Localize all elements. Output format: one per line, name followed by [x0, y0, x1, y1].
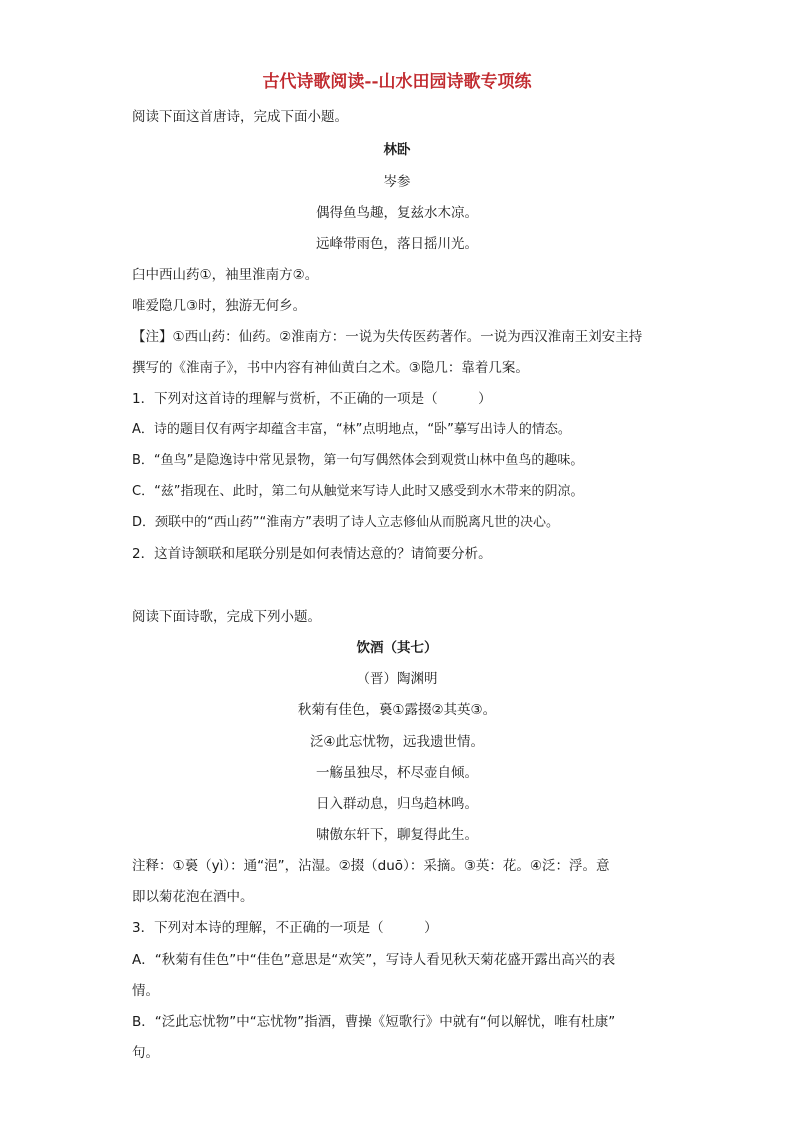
- poem2-note: 注释：①裛（yì）：通“浥”，沾湿。②掇（duō）：采摘。③英：花。④泛：浮。意: [132, 858, 610, 874]
- question-3: 3．下列对本诗的理解，不正确的一项是（ ）: [132, 920, 438, 936]
- poem1-note: 【注】①西山药：仙药。②淮南方：一说为失传医药著作。一说为西汉淮南王刘安主持: [132, 329, 643, 345]
- document-title: 古代诗歌阅读--山水田园诗歌专项练: [262, 72, 532, 92]
- poem1-author: 岑参: [383, 174, 411, 190]
- poem1-line: 臼中西山药①，袖里淮南方②。: [132, 267, 319, 283]
- question-1-option-a: A．诗的题目仅有两字却蕴含丰富，“林”点明地点，“卧”摹写出诗人的情态。: [132, 422, 571, 437]
- poem2-line: 日入群动息，归鸟趋林鸣。: [316, 796, 478, 812]
- poem2-line: 啸傲东轩下，聊复得此生。: [316, 827, 478, 843]
- question-1-option-b: B．“鱼鸟”是隐逸诗中常见景物，第一句写偶然体会到观赏山林中鱼鸟的趣味。: [132, 453, 584, 468]
- question-2: 2．这首诗颔联和尾联分别是如何表情达意的？请简要分析。: [132, 546, 492, 562]
- poem2-line: 泛④此忘忧物，远我遗世情。: [309, 734, 485, 750]
- poem2-line: 秋菊有佳色，裛①露掇②其英③。: [297, 702, 497, 718]
- poem2-author: （晋）陶渊明: [356, 671, 438, 687]
- section1-intro: 阅读下面这首唐诗，完成下面小题。: [132, 109, 348, 125]
- question-3-option-b: B．“泛此忘忧物”中“忘忧物”指酒，曹操《短歌行》中就有“何以解忧，唯有杜康”: [132, 1014, 616, 1030]
- poem1-line: 唯爱隐几③时，独游无何乡。: [132, 298, 307, 314]
- question-3-option-b-cont: 句。: [132, 1045, 159, 1061]
- poem1-title: 林卧: [383, 142, 411, 158]
- poem2-line: 一觞虽独尽，杯尽壶自倾。: [316, 765, 478, 781]
- question-1-option-d: D．颈联中的“西山药”“淮南方”表明了诗人立志修仙从而脱离凡世的决心。: [132, 515, 559, 530]
- poem2-title: 饮酒（其七）: [356, 640, 438, 656]
- question-3-option-a: A．“秋菊有佳色”中“佳色”意思是“欢笑”，写诗人看见秋天菊花盛开露出高兴的表: [132, 952, 616, 968]
- poem1-line: 远峰带雨色，落日摇川光。: [316, 236, 478, 252]
- question-1: 1．下列对这首诗的理解与赏析，不正确的一项是（ ）: [132, 391, 492, 407]
- section2-intro: 阅读下面诗歌，完成下列小题。: [132, 609, 321, 625]
- question-1-option-c: C．“兹”指现在、此时，第二句从触觉来写诗人此时又感受到水木带来的阴凉。: [132, 484, 584, 499]
- poem1-line: 偶得鱼鸟趣，复兹水木凉。: [316, 205, 478, 221]
- poem2-note-cont: 即以菊花泡在酒中。: [132, 889, 254, 905]
- poem1-note-cont: 撰写的《淮南子》，书中内容有神仙黄白之术。③隐几：靠着几案。: [132, 360, 529, 376]
- question-3-option-a-cont: 情。: [132, 983, 159, 999]
